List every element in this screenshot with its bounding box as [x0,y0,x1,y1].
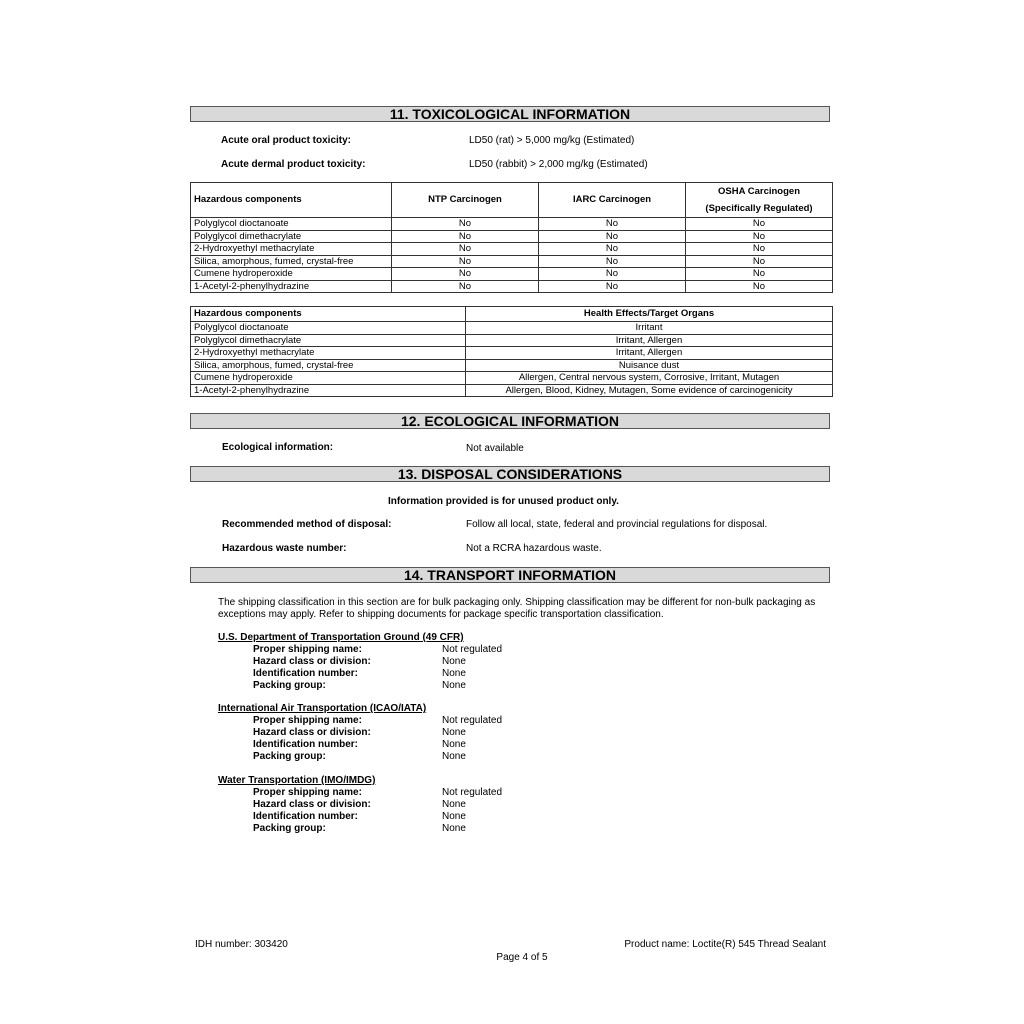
hazard-class-value: None [442,656,466,667]
shipping-name-value: Not regulated [442,787,503,798]
table-row [191,243,833,256]
carcinogen-table [190,182,833,293]
carc-header-osha [686,183,833,218]
footer-page-number: Page 4 of 5 [496,952,548,963]
dermal-toxicity-label: Acute dermal product toxicity: [221,159,366,170]
component-name-cell: Silica, amorphous, fumed, crystal-free [191,255,392,268]
carcinogen-status-cell: No [539,218,686,231]
packing-group-value: None [442,823,466,834]
carcinogen-status-cell: No [539,230,686,243]
transport-group-heading: International Air Transportation (ICAO/IATA) [218,703,427,714]
component-name-cell: 2-Hydroxyethyl methacrylate [191,347,466,360]
table-row [191,347,833,360]
disposal-note: Information provided is for unused product only. [388,496,619,507]
health-effects-cell: Nuisance dust [466,359,833,372]
transport-intro: The shipping classification in this section are for bulk packaging only. Shipping classification may be different for non-bulk packaging as exceptions may apply. Refer to shipping documents for package specific transportation classification. [218,597,816,620]
hazardous-waste-label: Hazardous waste number: [222,543,347,554]
component-name-cell: Polyglycol dimethacrylate [191,334,466,347]
identification-number-label: Identification number: [253,668,358,679]
identification-number-label: Identification number: [253,811,358,822]
shipping-name-label: Proper shipping name: [253,644,362,655]
ecological-label: Ecological information: [222,442,334,453]
health-effects-table [190,306,833,397]
table-row [191,334,833,347]
carcinogen-status-cell: No [686,230,833,243]
table-row [191,255,833,268]
hazard-class-value: None [442,727,466,738]
identification-number-label: Identification number: [253,739,358,750]
carcinogen-status-cell: No [392,268,539,281]
component-name-cell: 1-Acetyl-2-phenylhydrazine [191,384,466,397]
hazard-class-label: Hazard class or division: [253,656,371,667]
shipping-name-value: Not regulated [442,644,503,655]
table-row [191,322,833,335]
component-name-cell: Polyglycol dimethacrylate [191,230,392,243]
hazardous-waste-value: Not a RCRA hazardous waste. [466,543,602,554]
section-11-header: 11. TOXICOLOGICAL INFORMATION [190,106,830,122]
carcinogen-status-cell: No [539,280,686,293]
section-14-header: 14. TRANSPORT INFORMATION [190,567,830,583]
health-effects-cell: Irritant, Allergen [466,347,833,360]
table-row [191,268,833,281]
carc-header-osha-line2: (Specifically Regulated) [705,203,813,214]
carc-header-components: Hazardous components [191,183,392,218]
footer-idh-number: IDH number: 303420 [195,939,288,950]
table-row [191,218,833,231]
oral-toxicity-value: LD50 (rat) > 5,000 mg/kg (Estimated) [469,135,635,146]
health-effects-table-body [191,322,833,397]
footer-product-name: Product name: Loctite(R) 545 Thread Sealant [624,939,826,950]
component-name-cell: Silica, amorphous, fumed, crystal-free [191,359,466,372]
carc-header-osha-line1: OSHA Carcinogen [718,186,800,197]
carcinogen-status-cell: No [539,268,686,281]
health-header-components: Hazardous components [191,307,466,322]
transport-group-heading: Water Transportation (IMO/IMDG) [218,775,376,786]
component-name-cell: Polyglycol dioctanoate [191,322,466,335]
carcinogen-status-cell: No [392,280,539,293]
packing-group-value: None [442,680,466,691]
component-name-cell: 2-Hydroxyethyl methacrylate [191,243,392,256]
section-13-header: 13. DISPOSAL CONSIDERATIONS [190,466,830,482]
carcinogen-status-cell: No [539,255,686,268]
health-effects-cell: Irritant [466,322,833,335]
packing-group-label: Packing group: [253,751,326,762]
health-header-effects: Health Effects/Target Organs [466,307,833,322]
table-row [191,230,833,243]
carcinogen-status-cell: No [686,280,833,293]
shipping-name-label: Proper shipping name: [253,715,362,726]
ecological-value: Not available [466,443,524,454]
carcinogen-status-cell: No [686,268,833,281]
carcinogen-status-cell: No [392,243,539,256]
health-effects-cell: Allergen, Central nervous system, Corrosive, Irritant, Mutagen [466,372,833,385]
packing-group-label: Packing group: [253,680,326,691]
carcinogen-status-cell: No [686,243,833,256]
carc-header-iarc: IARC Carcinogen [539,183,686,218]
transport-group-heading: U.S. Department of Transportation Ground (49 CFR) [218,632,464,643]
identification-number-value: None [442,811,466,822]
shipping-name-value: Not regulated [442,715,503,726]
hazard-class-label: Hazard class or division: [253,799,371,810]
packing-group-value: None [442,751,466,762]
table-row [191,372,833,385]
identification-number-value: None [442,739,466,750]
hazard-class-value: None [442,799,466,810]
carc-header-ntp: NTP Carcinogen [392,183,539,218]
component-name-cell: Cumene hydroperoxide [191,268,392,281]
carcinogen-status-cell: No [392,218,539,231]
carcinogen-table-body [191,218,833,293]
carcinogen-status-cell: No [392,230,539,243]
identification-number-value: None [442,668,466,679]
shipping-name-label: Proper shipping name: [253,787,362,798]
disposal-method-label: Recommended method of disposal: [222,519,392,530]
section-12-header: 12. ECOLOGICAL INFORMATION [190,413,830,429]
component-name-cell: 1-Acetyl-2-phenylhydrazine [191,280,392,293]
component-name-cell: Cumene hydroperoxide [191,372,466,385]
dermal-toxicity-value: LD50 (rabbit) > 2,000 mg/kg (Estimated) [469,159,648,170]
disposal-method-value: Follow all local, state, federal and provincial regulations for disposal. [466,519,768,530]
table-row [191,359,833,372]
health-effects-cell: Irritant, Allergen [466,334,833,347]
oral-toxicity-label: Acute oral product toxicity: [221,135,352,146]
carcinogen-status-cell: No [392,255,539,268]
health-effects-cell: Allergen, Blood, Kidney, Mutagen, Some evidence of carcinogenicity [466,384,833,397]
table-row [191,384,833,397]
component-name-cell: Polyglycol dioctanoate [191,218,392,231]
carcinogen-status-cell: No [686,218,833,231]
hazard-class-label: Hazard class or division: [253,727,371,738]
packing-group-label: Packing group: [253,823,326,834]
carcinogen-status-cell: No [686,255,833,268]
carcinogen-status-cell: No [539,243,686,256]
table-row [191,280,833,293]
